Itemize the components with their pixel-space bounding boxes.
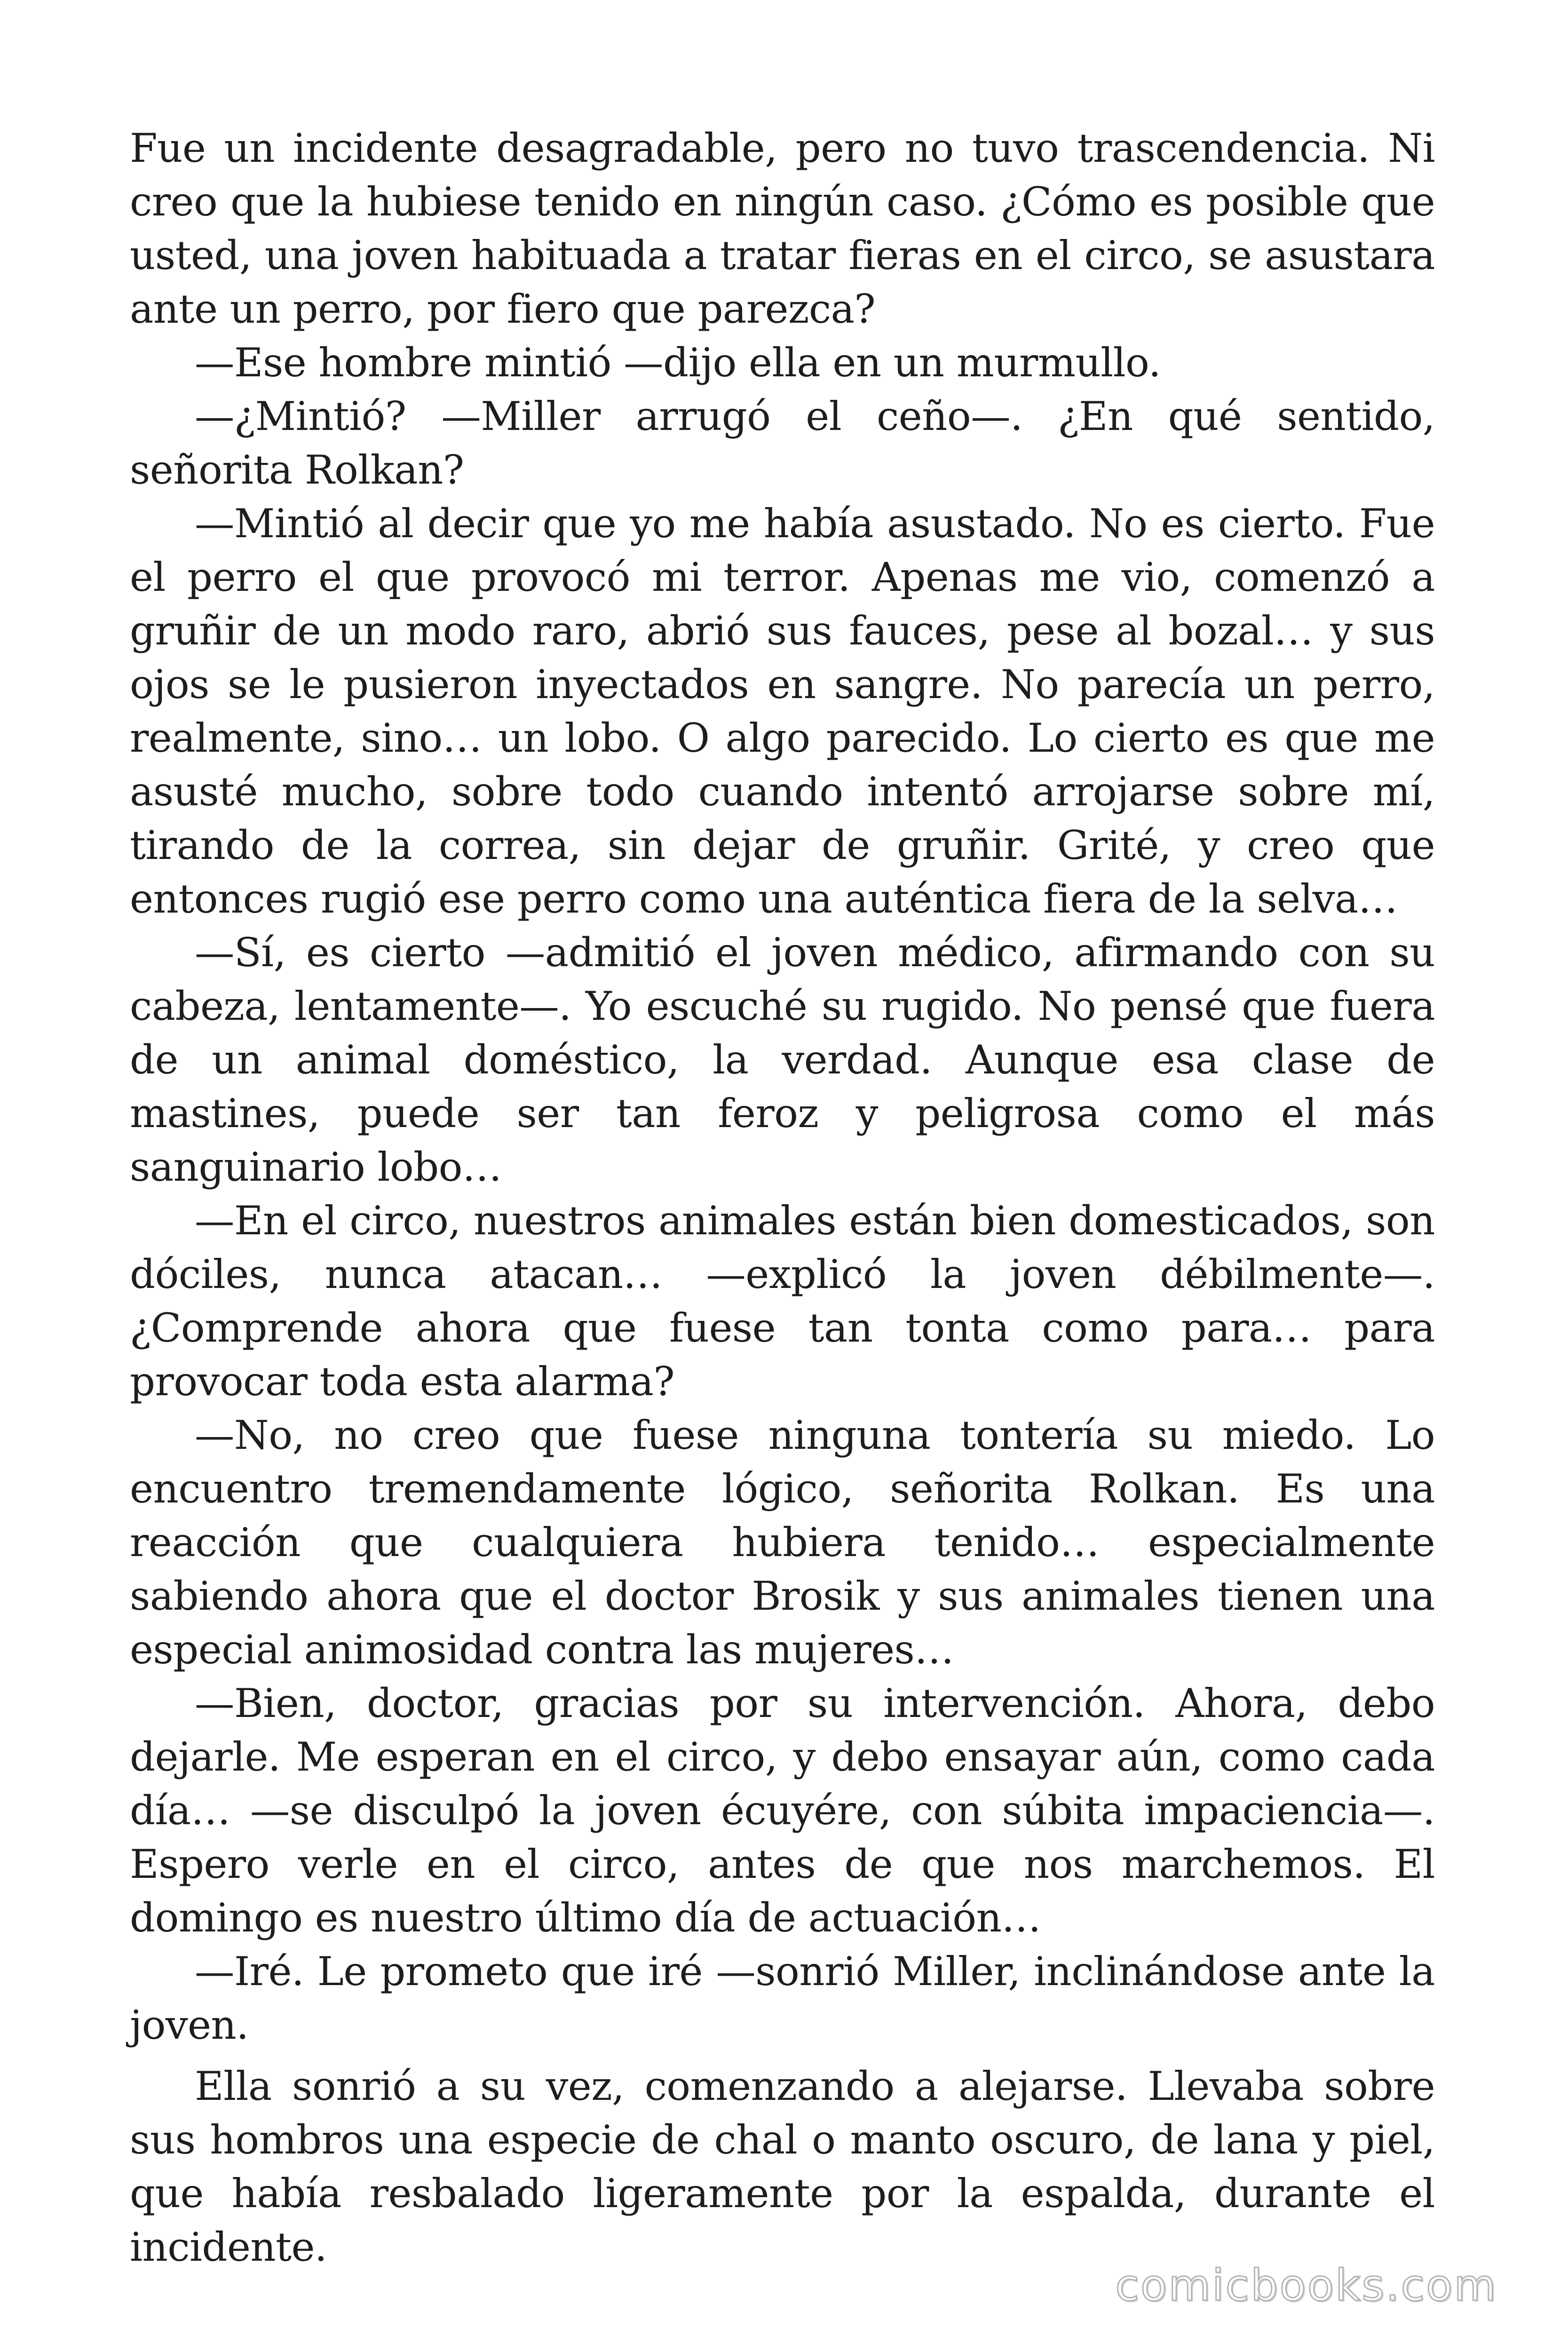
paragraph: —Mintió al decir que yo me había asustado. No es cierto. Fue el perro el que provocó mi terror. Apenas me vio, comenzó a gruñir de un modo raro, abrió sus fauces, pese al bozal… y sus ojos se le pusieron inyectados en sangre. No parecía un perro, realmente, sino… un lobo. O algo parecido. Lo cierto es que me asusté mucho, sobre todo cuando intentó arrojarse sobre mí, tirando de la correa, sin dejar de gruñir. Grité, y creo que entonces rugió ese perro como una auténtica fiera de la selva… <box>130 501 1435 922</box>
paragraph: Fue un incidente desagradable, pero no tuvo trascendencia. Ni creo que la hubiese tenido en ningún caso. ¿Cómo es posible que usted, una joven habituada a tratar fieras en el circo, se asustara ante un perro, por fiero que parezca? <box>130 125 1435 332</box>
paragraph: —En el circo, nuestros animales están bien domesticados, son dóciles, nunca atacan… —explicó la joven débilmente—. ¿Comprende ahora que fuese tan tonta como para… para provocar toda esta alarma? <box>130 1198 1435 1405</box>
paragraph: —¿Mintió? —Miller arrugó el ceño—. ¿En qué sentido, señorita Rolkan? <box>130 393 1435 493</box>
paragraph: Ella sonrió a su vez, comenzando a alejarse. Llevaba sobre sus hombros una especie de chal o manto oscuro, de lana y piel, que había resbalado ligeramente por la espalda, durante el incidente. <box>130 2063 1435 2270</box>
paragraph: —Sí, es cierto —admitió el joven médico, afirmando con su cabeza, lentamente—. Yo escuché su rugido. No pensé que fuera de un animal doméstico, la verdad. Aunque esa clase de mastines, puede ser tan feroz y peligrosa como el más sanguinario lobo… <box>130 930 1435 1190</box>
paragraph: —Iré. Le prometo que iré —sonrió Miller, inclinándose ante la joven. <box>130 1948 1435 2048</box>
paragraph: —Ese hombre mintió —dijo ella en un murmullo. <box>195 340 1161 386</box>
book-page-text <box>130 121 1435 2274</box>
paragraph: —Bien, doctor, gracias por su intervención. Ahora, debo dejarle. Me esperan en el circo, y debo ensayar aún, como cada día… —se disculpó la joven écuyére, con súbita impaciencia—. Espero verle en el circo, antes de que nos marchemos. El domingo es nuestro último día de actuación… <box>130 1680 1435 1941</box>
paragraph: —No, no creo que fuese ninguna tontería su miedo. Lo encuentro tremendamente lógico, señorita Rolkan. Es una reacción que cualquiera hubiera tenido… especialmente sabiendo ahora que el doctor Brosik y sus animales tienen una especial animosidad contra las mujeres… <box>130 1412 1435 1673</box>
watermark: comicbooks.com <box>1115 2260 1497 2311</box>
